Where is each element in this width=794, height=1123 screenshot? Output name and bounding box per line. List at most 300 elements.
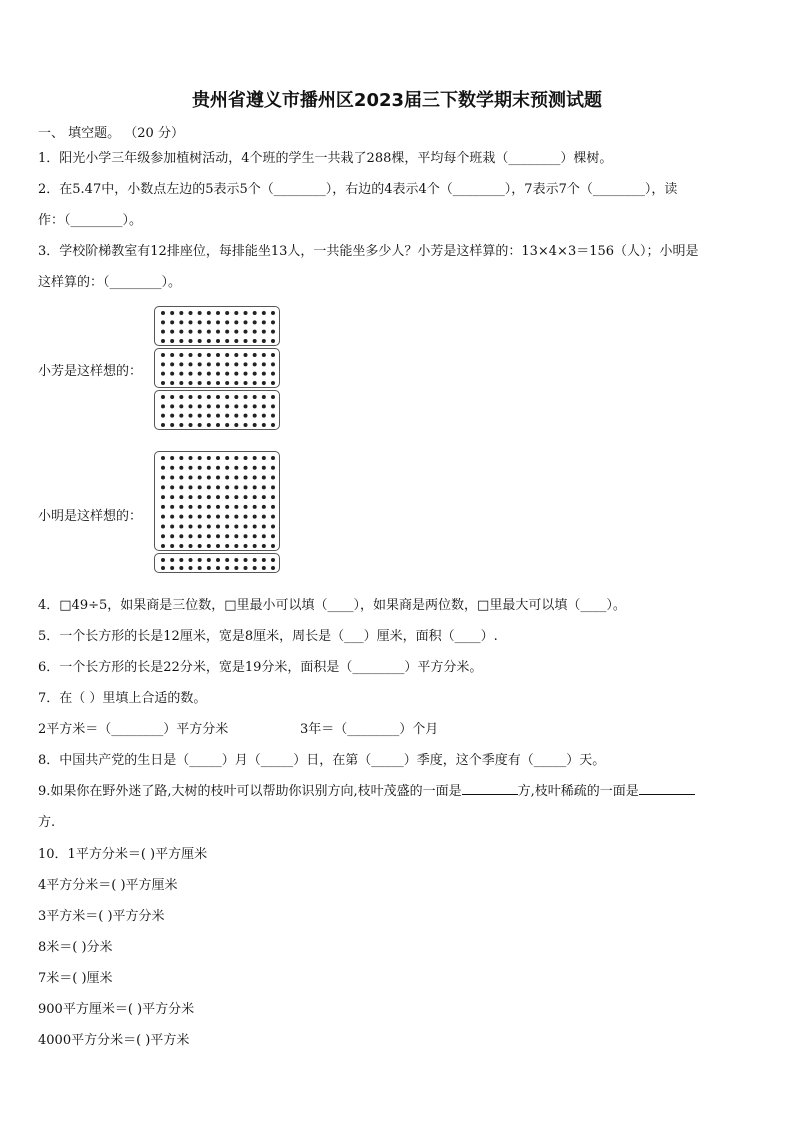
dot	[253, 311, 257, 315]
dot	[179, 466, 183, 470]
dot	[207, 362, 211, 366]
dot	[271, 558, 275, 562]
dot	[225, 485, 229, 489]
dot	[234, 395, 238, 399]
question-7: 7．在（ ）里填上合适的数。	[38, 691, 207, 706]
dot	[207, 339, 211, 343]
dot	[170, 320, 174, 324]
dot	[271, 476, 275, 480]
dot	[234, 423, 238, 427]
dot	[179, 505, 183, 509]
dot	[198, 372, 202, 376]
dot	[225, 339, 229, 343]
dot	[234, 485, 238, 489]
question-10-item: 900平方厘米＝( )平方分米	[38, 1002, 195, 1017]
dot	[207, 311, 211, 315]
answer-blank	[462, 782, 518, 795]
dot	[198, 456, 202, 460]
dot	[225, 524, 229, 528]
dot	[189, 381, 193, 385]
dot	[253, 320, 257, 324]
dot	[234, 524, 238, 528]
dot	[198, 362, 202, 366]
dot	[179, 485, 183, 489]
dot	[161, 476, 165, 480]
dot	[179, 414, 183, 418]
dot	[189, 524, 193, 528]
dot	[161, 544, 165, 548]
dot	[161, 362, 165, 366]
dot	[179, 558, 183, 562]
dot	[189, 339, 193, 343]
dot	[170, 566, 174, 570]
dot	[198, 544, 202, 548]
dot	[161, 566, 165, 570]
question-9-line-2: 方.	[38, 815, 56, 830]
dot	[234, 320, 238, 324]
dot	[161, 381, 165, 385]
dot	[198, 320, 202, 324]
dot	[170, 339, 174, 343]
dot	[262, 534, 266, 538]
dot	[234, 372, 238, 376]
dot	[179, 395, 183, 399]
dot	[244, 381, 248, 385]
dot	[161, 423, 165, 427]
question-7-part-a: 2平方米＝（________）平方分米	[38, 722, 229, 737]
dot	[253, 466, 257, 470]
dot	[262, 476, 266, 480]
dot	[225, 414, 229, 418]
dot	[262, 414, 266, 418]
dot	[216, 466, 220, 470]
dot	[234, 456, 238, 460]
dot	[225, 558, 229, 562]
dot	[161, 485, 165, 489]
dot	[225, 515, 229, 519]
dot	[244, 544, 248, 548]
dot	[244, 505, 248, 509]
dot	[189, 466, 193, 470]
dot	[271, 466, 275, 470]
dot-group-3	[154, 390, 280, 430]
dot	[262, 495, 266, 499]
dot	[216, 395, 220, 399]
dot	[161, 404, 165, 408]
dot	[216, 423, 220, 427]
dot	[271, 515, 275, 519]
dot	[253, 330, 257, 334]
dot	[161, 505, 165, 509]
dot	[207, 466, 211, 470]
dot	[271, 505, 275, 509]
dot	[244, 320, 248, 324]
dot	[189, 566, 193, 570]
dot	[225, 362, 229, 366]
dot	[262, 524, 266, 528]
dot	[225, 311, 229, 315]
dot	[198, 404, 202, 408]
question-10-item: 8米＝( )分米	[38, 940, 113, 955]
dot	[189, 423, 193, 427]
dot	[161, 558, 165, 562]
dot	[170, 544, 174, 548]
dot	[244, 404, 248, 408]
question-9-line-1	[38, 780, 756, 799]
dot	[207, 558, 211, 562]
dot	[216, 566, 220, 570]
dot	[262, 395, 266, 399]
dot	[189, 495, 193, 499]
dot	[234, 515, 238, 519]
dot	[253, 381, 257, 385]
dot	[216, 330, 220, 334]
dot	[234, 339, 238, 343]
dot	[207, 485, 211, 489]
dot	[225, 456, 229, 460]
dot	[207, 534, 211, 538]
dot	[271, 524, 275, 528]
dot	[198, 534, 202, 538]
answer-blank	[639, 782, 695, 795]
dot	[244, 339, 248, 343]
dot	[189, 505, 193, 509]
dot	[253, 339, 257, 343]
dot	[161, 466, 165, 470]
dot	[161, 320, 165, 324]
question-5: 5．一个长方形的长是12厘米，宽是8厘米，周长是（___）厘米，面积（____）.	[38, 629, 498, 644]
dot	[179, 320, 183, 324]
dot	[262, 311, 266, 315]
dot	[207, 330, 211, 334]
dot	[262, 339, 266, 343]
dot	[170, 485, 174, 489]
dot	[161, 330, 165, 334]
dot	[198, 495, 202, 499]
dot	[225, 534, 229, 538]
dot	[198, 466, 202, 470]
dot	[225, 330, 229, 334]
dot	[207, 404, 211, 408]
dot-group-large	[154, 451, 280, 551]
dot-grid	[155, 452, 281, 552]
dot	[179, 495, 183, 499]
dot	[207, 495, 211, 499]
question-10-item: 10．1平方分米＝( )平方厘米	[38, 847, 208, 862]
dot	[179, 381, 183, 385]
dot	[216, 404, 220, 408]
dot	[271, 330, 275, 334]
dot	[198, 505, 202, 509]
question-7-part-b: 3年＝（________）个月	[300, 722, 439, 737]
question-2-line-2: 作：（________）。	[38, 213, 143, 228]
question-9-text-mid: 方,枝叶稀疏的一面是	[517, 784, 639, 799]
dot	[170, 404, 174, 408]
question-10-item: 4000平方分米＝( )平方米	[38, 1033, 190, 1048]
dot	[189, 372, 193, 376]
dot	[253, 404, 257, 408]
dot	[244, 456, 248, 460]
dot	[170, 362, 174, 366]
dot	[189, 404, 193, 408]
dot	[234, 404, 238, 408]
dot-grid	[155, 307, 281, 347]
dot	[161, 311, 165, 315]
dot	[225, 495, 229, 499]
dot	[207, 423, 211, 427]
dot	[216, 515, 220, 519]
dot	[198, 353, 202, 357]
dot	[189, 311, 193, 315]
question-10-item: 4平方分米＝( )平方厘米	[38, 878, 178, 893]
dot-grid	[155, 349, 281, 389]
dot	[253, 495, 257, 499]
dot	[179, 534, 183, 538]
dot	[170, 381, 174, 385]
dot	[179, 566, 183, 570]
dot	[253, 395, 257, 399]
dot	[179, 353, 183, 357]
dot	[198, 311, 202, 315]
dot	[225, 381, 229, 385]
dot	[234, 330, 238, 334]
dot	[189, 534, 193, 538]
dot	[262, 423, 266, 427]
question-1: 1．阳光小学三年级参加植树活动，4个班的学生一共栽了288棵，平均每个班栽（________）棵树。	[38, 151, 613, 166]
question-4: 4．□49÷5，如果商是三位数，□里最小可以填（____），如果商是两位数，□里最大可以填（____）。	[38, 598, 626, 613]
dot	[198, 515, 202, 519]
dot	[207, 476, 211, 480]
dot	[189, 362, 193, 366]
question-2-line-1: 2．在5.47中，小数点左边的5表示5个（________），右边的4表示4个（________），7表示7个（________），读	[38, 182, 678, 197]
dot	[170, 476, 174, 480]
dot	[216, 485, 220, 489]
dot	[207, 505, 211, 509]
dot	[179, 515, 183, 519]
dot	[234, 566, 238, 570]
dot	[262, 372, 266, 376]
dot	[244, 372, 248, 376]
dot	[244, 566, 248, 570]
dot	[216, 372, 220, 376]
dot	[170, 330, 174, 334]
dot	[271, 414, 275, 418]
dot	[179, 330, 183, 334]
dot	[253, 544, 257, 548]
dot	[234, 311, 238, 315]
dot	[207, 566, 211, 570]
dot	[253, 414, 257, 418]
dot	[262, 566, 266, 570]
dot	[198, 339, 202, 343]
dot	[198, 330, 202, 334]
dot	[189, 456, 193, 460]
dot	[216, 505, 220, 509]
dot	[271, 566, 275, 570]
dot	[262, 558, 266, 562]
dot	[262, 330, 266, 334]
dot	[253, 558, 257, 562]
dot	[262, 466, 266, 470]
dot	[225, 320, 229, 324]
dot	[198, 395, 202, 399]
dot	[189, 395, 193, 399]
dot	[207, 456, 211, 460]
dot	[161, 339, 165, 343]
dot	[271, 404, 275, 408]
dot	[198, 524, 202, 528]
dot	[225, 476, 229, 480]
dot	[189, 544, 193, 548]
dot	[170, 495, 174, 499]
dot	[198, 476, 202, 480]
dot	[179, 404, 183, 408]
dot	[253, 353, 257, 357]
dot	[244, 466, 248, 470]
dot	[234, 381, 238, 385]
dot	[262, 320, 266, 324]
dot	[225, 404, 229, 408]
dot	[253, 476, 257, 480]
dot-group-small	[154, 553, 280, 573]
dot	[216, 476, 220, 480]
dot	[207, 515, 211, 519]
dot	[179, 362, 183, 366]
dot	[225, 566, 229, 570]
dot-group-1	[154, 306, 280, 346]
dot	[207, 381, 211, 385]
dot	[161, 524, 165, 528]
dot	[179, 524, 183, 528]
dot	[216, 414, 220, 418]
dot	[216, 381, 220, 385]
dot	[262, 456, 266, 460]
dot	[207, 544, 211, 548]
dot	[244, 414, 248, 418]
dot	[271, 381, 275, 385]
dot	[170, 353, 174, 357]
dot	[179, 372, 183, 376]
dot	[225, 372, 229, 376]
dot	[216, 534, 220, 538]
dot	[244, 534, 248, 538]
dot-grid	[155, 554, 281, 574]
dot	[161, 515, 165, 519]
dot	[170, 466, 174, 470]
dot	[253, 524, 257, 528]
dot	[216, 456, 220, 460]
dot	[244, 515, 248, 519]
dot	[189, 353, 193, 357]
dot	[244, 330, 248, 334]
dot	[198, 381, 202, 385]
dot	[216, 320, 220, 324]
dot	[253, 515, 257, 519]
dot	[225, 544, 229, 548]
dot	[225, 505, 229, 509]
dot	[179, 311, 183, 315]
question-8: 8．中国共产党的生日是（_____）月（_____）日，在第（_____）季度，这个季度有（_____）天。	[38, 753, 606, 768]
dot	[253, 485, 257, 489]
dot	[170, 414, 174, 418]
dot	[262, 544, 266, 548]
dot	[198, 558, 202, 562]
dot	[234, 495, 238, 499]
dot	[244, 485, 248, 489]
dot	[179, 544, 183, 548]
dot	[170, 423, 174, 427]
dot	[271, 362, 275, 366]
dot	[216, 558, 220, 562]
dot	[198, 566, 202, 570]
dot	[170, 456, 174, 460]
dot	[262, 353, 266, 357]
dot	[207, 353, 211, 357]
dot	[244, 495, 248, 499]
dot	[161, 372, 165, 376]
dot	[161, 353, 165, 357]
dot	[161, 395, 165, 399]
dot	[234, 476, 238, 480]
dot	[244, 362, 248, 366]
dot	[179, 423, 183, 427]
question-10-item: 3平方米＝( )平方分米	[38, 909, 165, 924]
dot	[189, 558, 193, 562]
dot	[234, 534, 238, 538]
dot	[207, 524, 211, 528]
dot	[170, 558, 174, 562]
page-title: 贵州省遵义市播州区2023届三下数学期末预测试题	[191, 90, 603, 111]
dot	[234, 558, 238, 562]
dot	[161, 495, 165, 499]
dot	[207, 395, 211, 399]
dot	[189, 485, 193, 489]
dot	[244, 524, 248, 528]
dot	[234, 466, 238, 470]
dot	[262, 515, 266, 519]
dot	[216, 362, 220, 366]
dot	[234, 414, 238, 418]
dot	[262, 381, 266, 385]
dot	[253, 423, 257, 427]
dot	[253, 456, 257, 460]
dot	[161, 456, 165, 460]
dot	[179, 456, 183, 460]
dot	[216, 353, 220, 357]
dot	[262, 362, 266, 366]
dot	[170, 311, 174, 315]
dot	[216, 339, 220, 343]
dot	[234, 505, 238, 509]
dot	[207, 320, 211, 324]
dot	[189, 476, 193, 480]
dot	[216, 544, 220, 548]
dot	[253, 372, 257, 376]
dot	[271, 495, 275, 499]
dot	[271, 372, 275, 376]
dot	[170, 372, 174, 376]
dot	[170, 524, 174, 528]
dot	[189, 330, 193, 334]
dot	[170, 395, 174, 399]
dot	[179, 339, 183, 343]
dot	[216, 311, 220, 315]
dot	[271, 395, 275, 399]
dot	[271, 320, 275, 324]
dot	[225, 423, 229, 427]
dot	[234, 544, 238, 548]
dot	[216, 524, 220, 528]
